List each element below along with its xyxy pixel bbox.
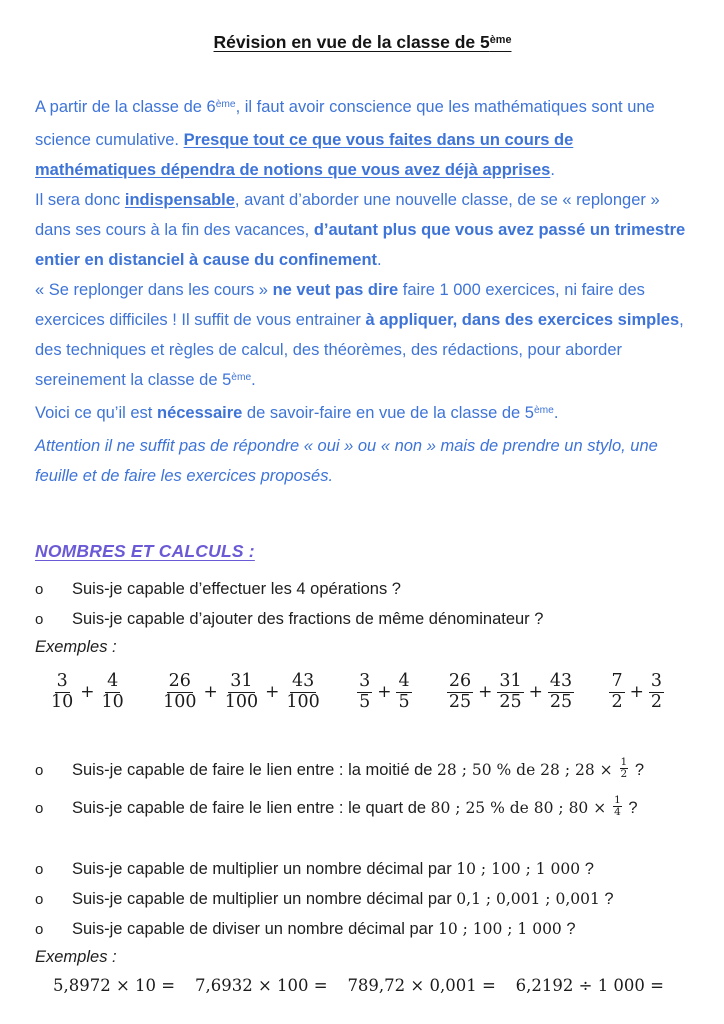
checklist-item-text: Suis-je capable d’ajouter des fractions de même dénominateur ? [72, 610, 544, 628]
document-title: Révision en vue de la classe de 5ème [213, 32, 512, 52]
checklist-item [35, 756, 690, 785]
checklist-item [35, 605, 690, 634]
fraction-expression [609, 672, 664, 712]
checklist-item-text: Suis-je capable de multiplier un nombre décimal par 10 ; 100 ; 1 000 ? [72, 860, 594, 878]
calculation-examples-row [35, 976, 690, 995]
fraction: 7 2 [611, 670, 623, 712]
fraction: $\frac{4}{10}$ [101, 670, 124, 712]
intro-paragraph-5: Attention il ne suffit pas de répondre « oui » ou « non » mais de prendre un stylo, une feuille et de faire les exercices proposés. [35, 437, 658, 485]
checklist-item [35, 794, 690, 823]
fraction: 3 5 [359, 670, 371, 712]
plus-operator: + [478, 682, 493, 702]
checklist-item-text: Suis-je capable d’effectuer les 4 opérations ? [72, 580, 401, 598]
fraction-expression [49, 672, 126, 712]
intro-paragraph-3: « Se replonger dans les cours » ne veut pas dire faire 1 000 exercices, ni faire des exercices difficiles ! Il suffit de vous entrainer à appliquer, dans des exercices simples, des techniques et règles de calcul, des théorèmes, des rédactions, pour aborder sereinement la classe de 5ème. [35, 281, 684, 389]
bullet-marker: o [35, 581, 44, 598]
examples-label-1: Exemples : [35, 638, 117, 656]
inline-fraction: $\frac{1}{4}$ [614, 793, 621, 819]
plus-operator: + [265, 682, 280, 702]
bullet-marker: o [35, 800, 44, 817]
checklist-operations [35, 575, 690, 634]
bullet-marker: o [35, 762, 44, 779]
plus-operator: + [629, 682, 644, 702]
checklist-decimaux [35, 855, 690, 944]
fraction: 3 10 [51, 670, 74, 712]
fraction: $\frac{4}{5}$ [398, 670, 410, 712]
checklist-liens [35, 756, 690, 823]
calculation-expression: 789,72 × 0,001 = [347, 976, 496, 995]
plus-operator: + [377, 682, 392, 702]
checklist-item [35, 575, 690, 604]
bullet-marker: o [35, 611, 44, 628]
plus-operator: + [80, 682, 95, 702]
fraction: $\frac{43}{25}$ [549, 670, 573, 712]
fraction-expression [161, 672, 322, 712]
plus-operator: + [528, 682, 543, 702]
checklist-item [35, 915, 690, 944]
checklist-item-text: Suis-je capable de faire le lien entre : la moitié de 28 ; 50 % de 28 ; 28 × $\frac{1}{2}$ ? [72, 755, 644, 781]
intro-paragraph-1: A partir de la classe de 6ème, il faut avoir conscience que les mathématiques sont une science cumulative. Presque tout ce que vous faites dans un cours de mathématiques dépendra de notions que vous avez déjà apprises. [35, 98, 655, 179]
fraction: 26 100 [163, 670, 197, 712]
bullet-marker: o [35, 921, 44, 938]
fraction: $\frac{31}{25}$ [499, 670, 522, 712]
checklist-item [35, 855, 690, 884]
fraction: $\frac{3}{2}$ [650, 670, 662, 712]
examples-label-2: Exemples : [35, 948, 117, 966]
fraction: $\frac{43}{100}$ [286, 670, 320, 712]
intro-section [35, 92, 690, 491]
checklist-item [35, 885, 690, 914]
checklist-item-text: Suis-je capable de faire le lien entre : le quart de 80 ; 25 % de 80 ; 80 × $\frac{1}{4}$ ? [72, 793, 638, 819]
intro-paragraph-2: Il sera donc indispensable, avant d’aborder une nouvelle classe, de se « replonger » dans ses cours à la fin des vacances, d’autant plus que vous avez passé un trimestre entier en distanciel à cause du confinement. [35, 191, 686, 269]
section-heading-nombres-et-calculs: NOMBRES ET CALCULS : [35, 541, 255, 561]
inline-fraction: $\frac{1}{2}$ [620, 755, 628, 781]
intro-paragraph-4: Voici ce qu’il est nécessaire de savoir-faire en vue de la classe de 5ème. [35, 404, 559, 422]
fraction-expression [447, 672, 574, 712]
fraction-examples-row [35, 666, 690, 718]
fraction: 26 25 [448, 670, 472, 712]
bullet-marker: o [35, 861, 44, 878]
calculation-expression: 5,8972 × 10 = [53, 976, 176, 995]
checklist-item-text: Suis-je capable de diviser un nombre décimal par 10 ; 100 ; 1 000 ? [72, 920, 576, 938]
fraction: $\frac{31}{100}$ [224, 670, 259, 712]
calculation-expression: 6,2192 ÷ 1 000 = [515, 976, 664, 995]
plus-operator: + [203, 682, 218, 702]
checklist-item-text: Suis-je capable de multiplier un nombre décimal par 0,1 ; 0,001 ; 0,001 ? [72, 890, 614, 908]
bullet-marker: o [35, 891, 44, 908]
calculation-expression: 7,6932 × 100 = [194, 976, 328, 995]
fraction-expression [357, 672, 412, 712]
